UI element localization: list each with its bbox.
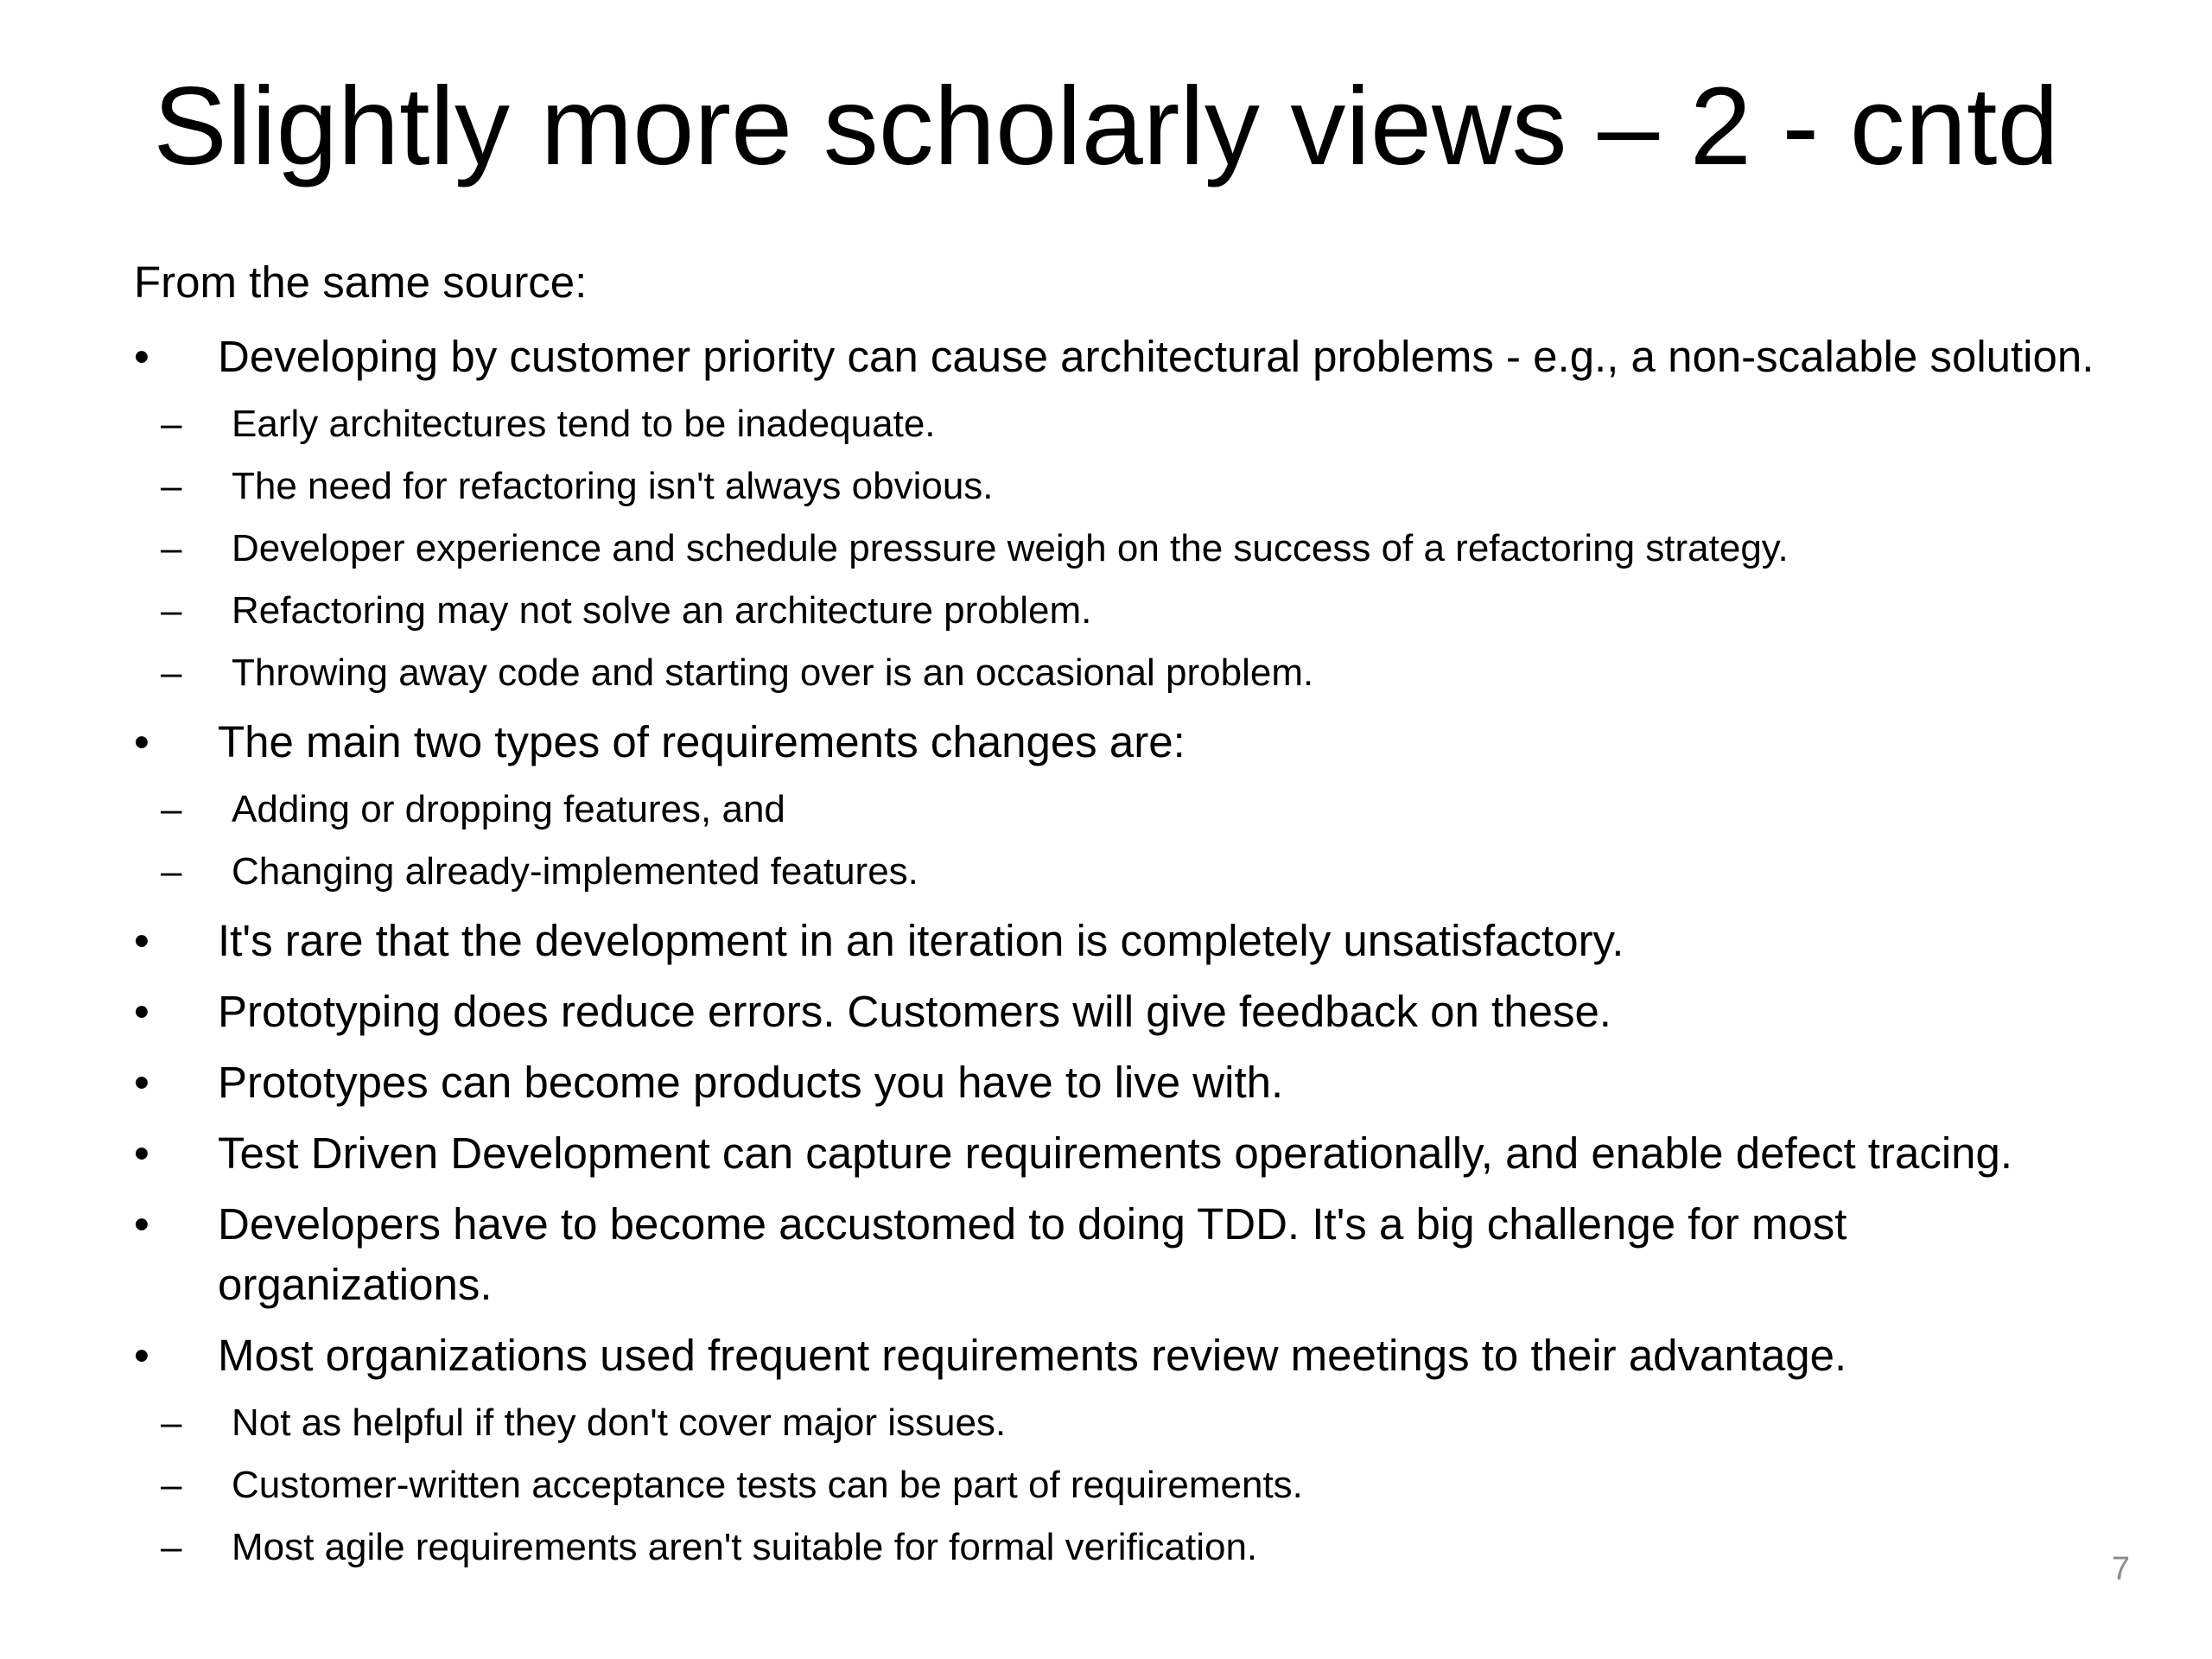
- dash-icon: –: [161, 589, 182, 632]
- sub-bullet-text: Throwing away code and starting over is an occasional problem.: [232, 652, 1314, 694]
- bullet-dot-icon: •: [134, 916, 149, 965]
- bullet-dot-icon: •: [134, 332, 149, 381]
- bullet-list: [134, 327, 2121, 1574]
- dash-icon: –: [161, 465, 182, 507]
- bullet-dot-icon: •: [134, 1058, 149, 1107]
- sub-bullet-text: Most agile requirements aren't suitable for formal verification.: [232, 1526, 1258, 1568]
- sub-bullet-item: [50, 845, 2121, 899]
- sub-bullet-text: Adding or dropping features, and: [232, 788, 785, 830]
- sub-bullet-item: [50, 1396, 2121, 1450]
- sub-bullet-item: [50, 397, 2121, 451]
- dash-icon: –: [161, 850, 182, 893]
- dash-icon: –: [161, 1526, 182, 1568]
- bullet-item: [134, 1325, 2121, 1386]
- dash-icon: –: [161, 1464, 182, 1506]
- sub-bullet-text: The need for refactoring isn't always obvious.: [232, 465, 994, 507]
- sub-bullet-item: [50, 460, 2121, 513]
- intro-text: From the same source:: [134, 257, 588, 307]
- bullet-dot-icon: •: [134, 1128, 149, 1178]
- bullet-text: Prototypes can become products you have to live with.: [218, 1058, 1284, 1107]
- bullet-item: [134, 911, 2121, 971]
- bullet-text: It's rare that the development in an iteration is completely unsatisfactory.: [218, 916, 1624, 965]
- bullet-text: Most organizations used frequent requirements review meetings to their advantage.: [218, 1331, 1847, 1380]
- bullet-dot-icon: •: [134, 987, 149, 1036]
- dash-icon: –: [161, 788, 182, 830]
- sub-bullet-text: Early architectures tend to be inadequate.: [232, 403, 936, 445]
- dash-icon: –: [161, 652, 182, 694]
- slide-body: [134, 252, 2121, 1586]
- bullet-dot-icon: •: [134, 1331, 149, 1380]
- sub-bullet-text: Developer experience and schedule pressure weigh on the success of a refactoring strategy.: [232, 527, 1789, 569]
- bullet-dot-icon: •: [134, 1199, 149, 1249]
- bullet-item: [134, 982, 2121, 1042]
- slide-title: Slightly more scholarly views – 2 - cntd: [153, 65, 2059, 188]
- sub-bullet-item: [50, 584, 2121, 638]
- bullet-text: Test Driven Development can capture requirements operationally, and enable defect tracing.: [218, 1128, 2013, 1178]
- sub-bullet-text: Customer-written acceptance tests can be part of requirements.: [232, 1464, 1303, 1506]
- sub-bullet-item: [50, 646, 2121, 700]
- dash-icon: –: [161, 527, 182, 569]
- sub-bullet-text: Refactoring may not solve an architecture problem.: [232, 589, 1092, 632]
- bullet-item: [134, 1194, 2121, 1315]
- sub-bullet-item: [50, 522, 2121, 575]
- sub-bullet-group: [134, 1396, 2121, 1574]
- bullet-text: Developers have to become accustomed to doing TDD. It's a big challenge for most organizations.: [218, 1199, 1847, 1309]
- dash-icon: –: [161, 1402, 182, 1444]
- sub-bullet-text: Changing already-implemented features.: [232, 850, 918, 893]
- bullet-item: [134, 1052, 2121, 1113]
- sub-bullet-item: [50, 1521, 2121, 1574]
- dash-icon: –: [161, 403, 182, 445]
- sub-bullet-item: [50, 1459, 2121, 1512]
- bullet-item: [134, 1123, 2121, 1184]
- sub-bullet-group: [134, 397, 2121, 700]
- bullet-item: [134, 712, 2121, 772]
- bullet-text: Prototyping does reduce errors. Customers will give feedback on these.: [218, 987, 1611, 1036]
- sub-bullet-text: Not as helpful if they don't cover major issues.: [232, 1402, 1007, 1444]
- sub-bullet-group: [134, 783, 2121, 899]
- bullet-text: Developing by customer priority can cause architectural problems - e.g., a non-scalable solution.: [218, 332, 2094, 381]
- bullet-text: The main two types of requirements changes are:: [218, 717, 1185, 766]
- page-number: 7: [2111, 1551, 2130, 1587]
- bullet-item: [134, 327, 2121, 387]
- sub-bullet-item: [50, 783, 2121, 836]
- bullet-dot-icon: •: [134, 717, 149, 766]
